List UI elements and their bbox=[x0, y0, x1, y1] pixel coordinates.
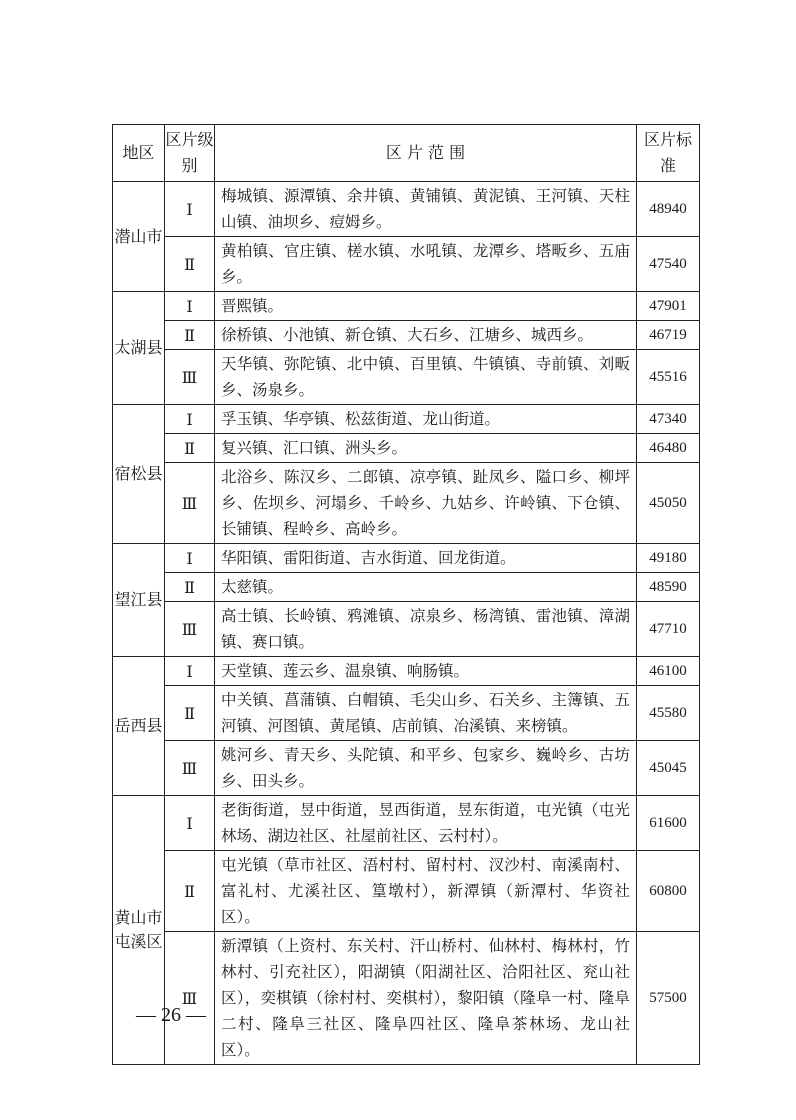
region-cell: 潜山市 bbox=[113, 182, 165, 292]
header-region: 地区 bbox=[113, 125, 165, 182]
standard-cell: 45516 bbox=[637, 350, 700, 405]
level-cell: Ⅲ bbox=[165, 602, 215, 657]
level-cell: Ⅱ bbox=[165, 573, 215, 602]
header-level: 区片级别 bbox=[165, 125, 215, 182]
standard-cell: 47901 bbox=[637, 292, 700, 321]
scope-cell: 华阳镇、雷阳街道、吉水街道、回龙街道。 bbox=[215, 544, 637, 573]
standard-cell: 46100 bbox=[637, 657, 700, 686]
table-row bbox=[113, 686, 700, 741]
table-row bbox=[113, 796, 700, 851]
standard-cell: 46480 bbox=[637, 434, 700, 463]
level-cell: Ⅲ bbox=[165, 350, 215, 405]
level-cell: Ⅲ bbox=[165, 741, 215, 796]
land-price-table bbox=[112, 124, 700, 1065]
page-number: — 26 — bbox=[136, 1004, 206, 1026]
table-row bbox=[113, 573, 700, 602]
standard-cell: 45050 bbox=[637, 463, 700, 544]
region-cell: 望江县 bbox=[113, 544, 165, 657]
table-row bbox=[113, 463, 700, 544]
level-cell: Ⅱ bbox=[165, 686, 215, 741]
table-row bbox=[113, 741, 700, 796]
region-cell: 岳西县 bbox=[113, 657, 165, 796]
header-scope: 区 片 范 围 bbox=[215, 125, 637, 182]
standard-cell: 49180 bbox=[637, 544, 700, 573]
standard-cell: 48940 bbox=[637, 182, 700, 237]
scope-cell: 孚玉镇、华亭镇、松兹街道、龙山街道。 bbox=[215, 405, 637, 434]
table-row bbox=[113, 657, 700, 686]
level-cell: Ⅰ bbox=[165, 182, 215, 237]
level-cell: Ⅱ bbox=[165, 237, 215, 292]
standard-cell: 46719 bbox=[637, 321, 700, 350]
table-row bbox=[113, 182, 700, 237]
scope-cell: 黄柏镇、官庄镇、槎水镇、水吼镇、龙潭乡、塔畈乡、五庙乡。 bbox=[215, 237, 637, 292]
level-cell: Ⅱ bbox=[165, 321, 215, 350]
table-row bbox=[113, 237, 700, 292]
standard-cell: 47710 bbox=[637, 602, 700, 657]
scope-cell: 屯光镇（草市社区、浯村村、留村村、汊沙村、南溪南村、富礼村、尤溪社区、篁墩村），新潭镇（新潭村、华资社区）。 bbox=[215, 851, 637, 932]
header-standard: 区片标准 bbox=[637, 125, 700, 182]
table-row bbox=[113, 434, 700, 463]
scope-cell: 老街街道，昱中街道，昱西街道，昱东街道，屯光镇（屯光林场、湖边社区、社屋前社区、云村村）。 bbox=[215, 796, 637, 851]
scope-cell: 新潭镇（上资村、东关村、汗山桥村、仙林村、梅林村，竹林村、引充社区），阳湖镇（阳湖社区、洽阳社区、兖山社区），奕棋镇（徐村村、奕棋村），黎阳镇（隆阜一村、隆阜二村、隆阜三社区、隆阜四社区、隆阜茶林场、龙山社区）。 bbox=[215, 932, 637, 1065]
level-cell: Ⅲ bbox=[165, 932, 215, 1065]
level-cell: Ⅲ bbox=[165, 463, 215, 544]
scope-cell: 太慈镇。 bbox=[215, 573, 637, 602]
level-cell: Ⅰ bbox=[165, 405, 215, 434]
standard-cell: 61600 bbox=[637, 796, 700, 851]
level-cell: Ⅰ bbox=[165, 657, 215, 686]
standard-cell: 47540 bbox=[637, 237, 700, 292]
table-row bbox=[113, 405, 700, 434]
scope-cell: 晋熙镇。 bbox=[215, 292, 637, 321]
table-row bbox=[113, 350, 700, 405]
table-row bbox=[113, 932, 700, 1065]
standard-cell: 45045 bbox=[637, 741, 700, 796]
scope-cell: 北浴乡、陈汉乡、二郎镇、凉亭镇、趾凤乡、隘口乡、柳坪乡、佐坝乡、河塌乡、千岭乡、九姑乡、许岭镇、下仓镇、长铺镇、程岭乡、高岭乡。 bbox=[215, 463, 637, 544]
table-row bbox=[113, 851, 700, 932]
scope-cell: 天华镇、弥陀镇、北中镇、百里镇、牛镇镇、寺前镇、刘畈乡、汤泉乡。 bbox=[215, 350, 637, 405]
scope-cell: 天堂镇、莲云乡、温泉镇、响肠镇。 bbox=[215, 657, 637, 686]
scope-cell: 中关镇、菖蒲镇、白帽镇、毛尖山乡、石关乡、主簿镇、五河镇、河图镇、黄尾镇、店前镇、冶溪镇、来榜镇。 bbox=[215, 686, 637, 741]
level-cell: Ⅰ bbox=[165, 292, 215, 321]
scope-cell: 梅城镇、源潭镇、余井镇、黄铺镇、黄泥镇、王河镇、天柱山镇、油坝乡、痘姆乡。 bbox=[215, 182, 637, 237]
standard-cell: 48590 bbox=[637, 573, 700, 602]
level-cell: Ⅰ bbox=[165, 544, 215, 573]
scope-cell: 高士镇、长岭镇、鸦滩镇、凉泉乡、杨湾镇、雷池镇、漳湖镇、赛口镇。 bbox=[215, 602, 637, 657]
scope-cell: 徐桥镇、小池镇、新仓镇、大石乡、江塘乡、城西乡。 bbox=[215, 321, 637, 350]
region-cell: 宿松县 bbox=[113, 405, 165, 544]
table-row bbox=[113, 321, 700, 350]
standard-cell: 45580 bbox=[637, 686, 700, 741]
level-cell: Ⅱ bbox=[165, 434, 215, 463]
level-cell: Ⅰ bbox=[165, 796, 215, 851]
scope-cell: 复兴镇、汇口镇、洲头乡。 bbox=[215, 434, 637, 463]
region-cell: 黄山市屯溪区 bbox=[113, 796, 165, 1065]
table-row bbox=[113, 292, 700, 321]
region-cell: 太湖县 bbox=[113, 292, 165, 405]
table-header-row bbox=[113, 125, 700, 182]
standard-cell: 60800 bbox=[637, 851, 700, 932]
scope-cell: 姚河乡、青天乡、头陀镇、和平乡、包家乡、巍岭乡、古坊乡、田头乡。 bbox=[215, 741, 637, 796]
standard-cell: 47340 bbox=[637, 405, 700, 434]
table-row bbox=[113, 602, 700, 657]
level-cell: Ⅱ bbox=[165, 851, 215, 932]
table-row bbox=[113, 544, 700, 573]
standard-cell: 57500 bbox=[637, 932, 700, 1065]
